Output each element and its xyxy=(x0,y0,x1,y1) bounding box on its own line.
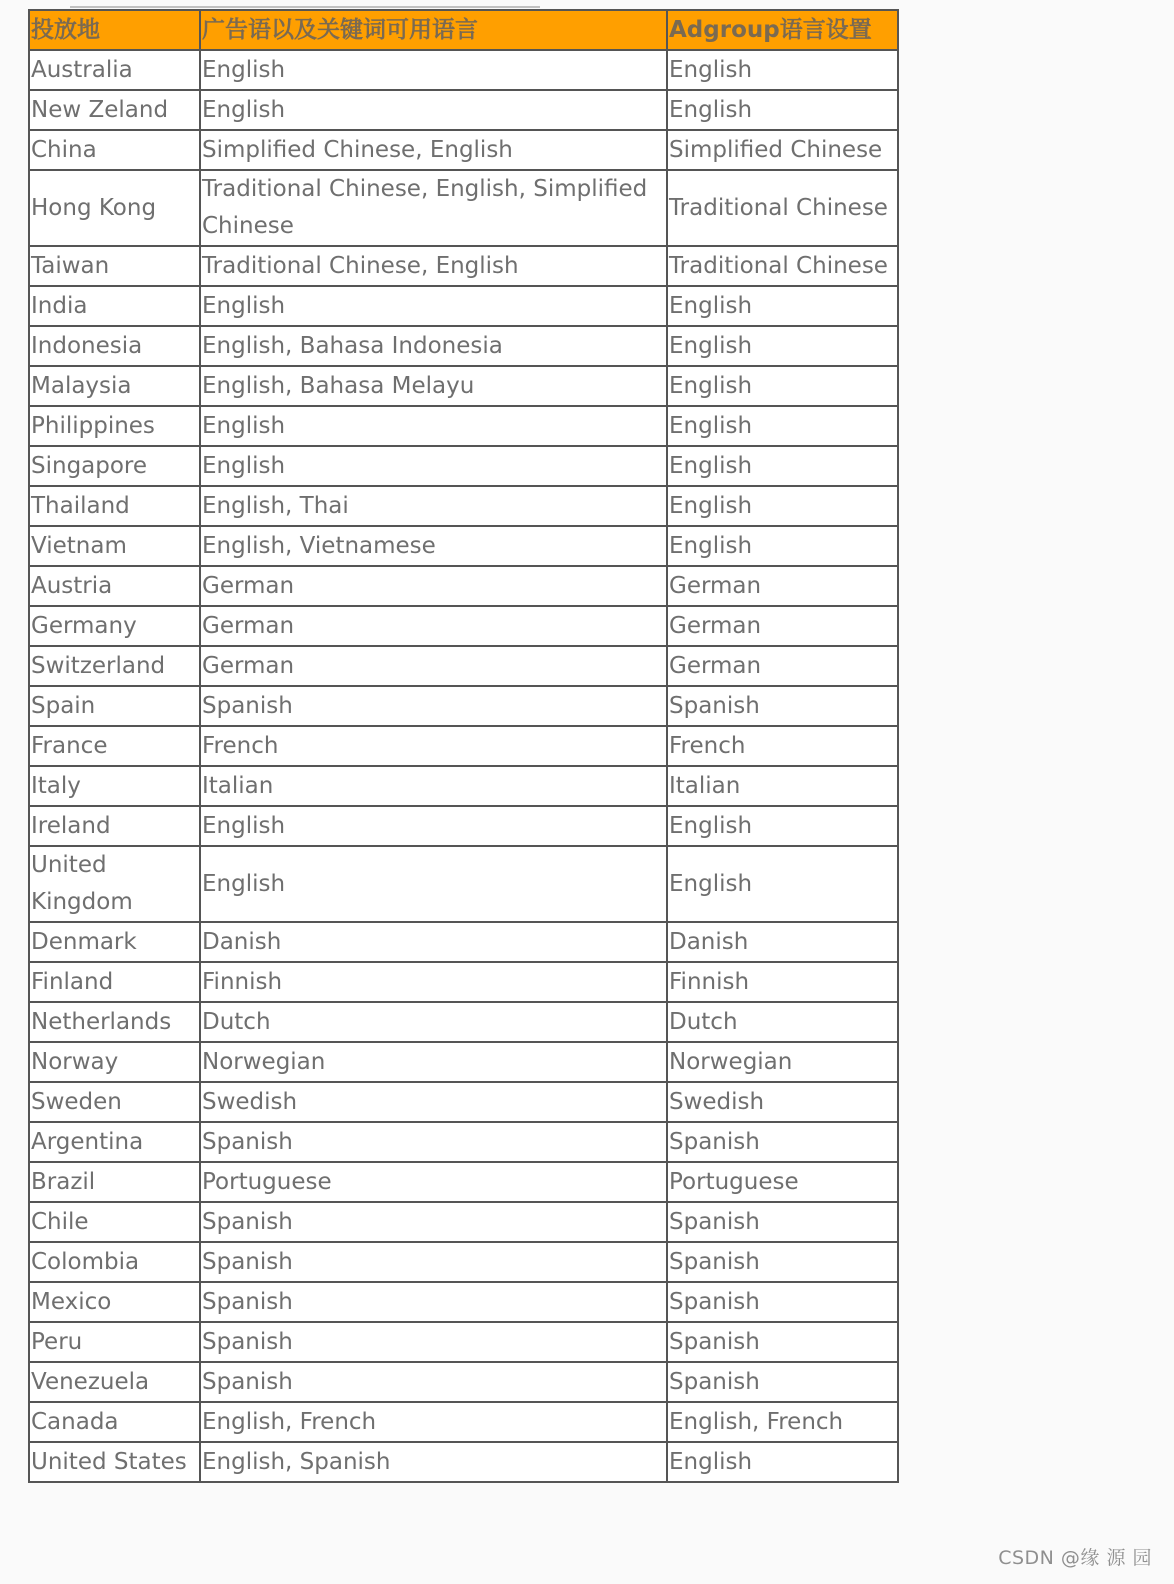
cell-location: Colombia xyxy=(29,1242,200,1282)
cell-adgroup-language: Finnish xyxy=(667,962,898,1002)
table-row xyxy=(29,766,898,806)
table-row xyxy=(29,1122,898,1162)
cell-location: France xyxy=(29,726,200,766)
table-row xyxy=(29,486,898,526)
cell-ad-keyword-languages: Traditional Chinese, English, Simplified Chinese xyxy=(200,170,667,246)
cell-location: Argentina xyxy=(29,1122,200,1162)
cell-location: United States xyxy=(29,1442,200,1482)
cell-ad-keyword-languages: Danish xyxy=(200,922,667,962)
cell-adgroup-language: English xyxy=(667,1442,898,1482)
table-row xyxy=(29,130,898,170)
table-header-row xyxy=(29,10,898,50)
cropped-heading-remnant xyxy=(0,0,1174,8)
table-row xyxy=(29,1042,898,1082)
cell-ad-keyword-languages: Norwegian xyxy=(200,1042,667,1082)
table-row xyxy=(29,566,898,606)
watermark: CSDN @缘 源 园 xyxy=(998,1547,1152,1569)
cell-ad-keyword-languages: English, Bahasa Indonesia xyxy=(200,326,667,366)
cell-adgroup-language: Spanish xyxy=(667,1202,898,1242)
table-row xyxy=(29,686,898,726)
cell-location: Sweden xyxy=(29,1082,200,1122)
cell-location: Indonesia xyxy=(29,326,200,366)
table-row xyxy=(29,366,898,406)
cell-location: Italy xyxy=(29,766,200,806)
cell-ad-keyword-languages: English xyxy=(200,50,667,90)
cell-location: Ireland xyxy=(29,806,200,846)
cell-ad-keyword-languages: German xyxy=(200,606,667,646)
table-row xyxy=(29,1242,898,1282)
table-row xyxy=(29,1362,898,1402)
cell-location: Venezuela xyxy=(29,1362,200,1402)
cell-location: New Zeland xyxy=(29,90,200,130)
cell-location: Germany xyxy=(29,606,200,646)
cell-ad-keyword-languages: English, French xyxy=(200,1402,667,1442)
cell-ad-keyword-languages: English, Spanish xyxy=(200,1442,667,1482)
cell-adgroup-language: Traditional Chinese xyxy=(667,170,898,246)
cell-adgroup-language: Dutch xyxy=(667,1002,898,1042)
table-row xyxy=(29,286,898,326)
cell-ad-keyword-languages: German xyxy=(200,566,667,606)
cell-adgroup-language: English xyxy=(667,846,898,922)
cell-ad-keyword-languages: Italian xyxy=(200,766,667,806)
table-body xyxy=(29,50,898,1482)
table-row xyxy=(29,326,898,366)
cell-location: China xyxy=(29,130,200,170)
table-row xyxy=(29,606,898,646)
cell-adgroup-language: Spanish xyxy=(667,1282,898,1322)
cell-adgroup-language: German xyxy=(667,646,898,686)
cell-location: Netherlands xyxy=(29,1002,200,1042)
cell-ad-keyword-languages: English xyxy=(200,806,667,846)
cell-location: Taiwan xyxy=(29,246,200,286)
cell-ad-keyword-languages: Finnish xyxy=(200,962,667,1002)
table-row xyxy=(29,1202,898,1242)
cell-ad-keyword-languages: English xyxy=(200,406,667,446)
cell-ad-keyword-languages: English, Vietnamese xyxy=(200,526,667,566)
cell-adgroup-language: English xyxy=(667,486,898,526)
cell-adgroup-language: English xyxy=(667,806,898,846)
cell-adgroup-language: Spanish xyxy=(667,1242,898,1282)
cell-ad-keyword-languages: Simplified Chinese, English xyxy=(200,130,667,170)
table-row xyxy=(29,90,898,130)
cell-location: United Kingdom xyxy=(29,846,200,922)
cell-adgroup-language: English xyxy=(667,406,898,446)
cell-ad-keyword-languages: German xyxy=(200,646,667,686)
table-row xyxy=(29,170,898,246)
cell-ad-keyword-languages: English xyxy=(200,446,667,486)
cell-ad-keyword-languages: English xyxy=(200,286,667,326)
cell-adgroup-language: Portuguese xyxy=(667,1162,898,1202)
table-row xyxy=(29,922,898,962)
cell-location: Vietnam xyxy=(29,526,200,566)
cell-location: Austria xyxy=(29,566,200,606)
table-row xyxy=(29,1082,898,1122)
cell-location: Peru xyxy=(29,1322,200,1362)
table-row xyxy=(29,50,898,90)
header-ad-keyword-languages: 广告语以及关键词可用语言 xyxy=(200,10,667,50)
cell-adgroup-language: English, French xyxy=(667,1402,898,1442)
cell-adgroup-language: Swedish xyxy=(667,1082,898,1122)
cell-adgroup-language: English xyxy=(667,90,898,130)
cell-adgroup-language: English xyxy=(667,50,898,90)
cell-ad-keyword-languages: Traditional Chinese, English xyxy=(200,246,667,286)
table-row xyxy=(29,246,898,286)
table-row xyxy=(29,446,898,486)
cell-location: India xyxy=(29,286,200,326)
table-row xyxy=(29,806,898,846)
table-row xyxy=(29,1322,898,1362)
table-row xyxy=(29,646,898,686)
cell-adgroup-language: Danish xyxy=(667,922,898,962)
cell-ad-keyword-languages: Spanish xyxy=(200,686,667,726)
cell-location: Singapore xyxy=(29,446,200,486)
table-row xyxy=(29,1402,898,1442)
cell-location: Finland xyxy=(29,962,200,1002)
cell-location: Norway xyxy=(29,1042,200,1082)
cell-adgroup-language: Traditional Chinese xyxy=(667,246,898,286)
cell-ad-keyword-languages: English, Bahasa Melayu xyxy=(200,366,667,406)
cell-ad-keyword-languages: English, Thai xyxy=(200,486,667,526)
cell-ad-keyword-languages: French xyxy=(200,726,667,766)
cell-location: Australia xyxy=(29,50,200,90)
cell-ad-keyword-languages: Portuguese xyxy=(200,1162,667,1202)
table-row xyxy=(29,962,898,1002)
table-row xyxy=(29,1442,898,1482)
cell-ad-keyword-languages: Spanish xyxy=(200,1362,667,1402)
cell-adgroup-language: English xyxy=(667,526,898,566)
cell-adgroup-language: English xyxy=(667,286,898,326)
cell-ad-keyword-languages: Spanish xyxy=(200,1202,667,1242)
cell-location: Hong Kong xyxy=(29,170,200,246)
table-row xyxy=(29,526,898,566)
cell-ad-keyword-languages: Spanish xyxy=(200,1242,667,1282)
cell-ad-keyword-languages: English xyxy=(200,846,667,922)
cell-location: Canada xyxy=(29,1402,200,1442)
cell-ad-keyword-languages: English xyxy=(200,90,667,130)
cell-adgroup-language: Spanish xyxy=(667,686,898,726)
cell-location: Brazil xyxy=(29,1162,200,1202)
cell-location: Switzerland xyxy=(29,646,200,686)
cell-adgroup-language: English xyxy=(667,446,898,486)
cell-location: Malaysia xyxy=(29,366,200,406)
cell-location: Mexico xyxy=(29,1282,200,1322)
language-settings-table xyxy=(28,9,899,1483)
cell-adgroup-language: English xyxy=(667,326,898,366)
cell-adgroup-language: Spanish xyxy=(667,1362,898,1402)
cell-adgroup-language: Italian xyxy=(667,766,898,806)
cell-ad-keyword-languages: Swedish xyxy=(200,1082,667,1122)
cell-adgroup-language: German xyxy=(667,566,898,606)
cell-adgroup-language: Simplified Chinese xyxy=(667,130,898,170)
cell-adgroup-language: French xyxy=(667,726,898,766)
table-row xyxy=(29,1162,898,1202)
cell-location: Philippines xyxy=(29,406,200,446)
cell-adgroup-language: English xyxy=(667,366,898,406)
cell-location: Chile xyxy=(29,1202,200,1242)
cell-adgroup-language: German xyxy=(667,606,898,646)
cell-ad-keyword-languages: Dutch xyxy=(200,1002,667,1042)
header-location: 投放地 xyxy=(29,10,200,50)
cell-adgroup-language: Norwegian xyxy=(667,1042,898,1082)
table-row xyxy=(29,846,898,922)
table-row xyxy=(29,726,898,766)
table-row xyxy=(29,1282,898,1322)
cell-adgroup-language: Spanish xyxy=(667,1122,898,1162)
header-adgroup-language: Adgroup语言设置 xyxy=(667,10,898,50)
cell-ad-keyword-languages: Spanish xyxy=(200,1122,667,1162)
cell-ad-keyword-languages: Spanish xyxy=(200,1322,667,1362)
table-row xyxy=(29,1002,898,1042)
cell-adgroup-language: Spanish xyxy=(667,1322,898,1362)
cell-ad-keyword-languages: Spanish xyxy=(200,1282,667,1322)
table-row xyxy=(29,406,898,446)
cell-location: Denmark xyxy=(29,922,200,962)
cell-location: Spain xyxy=(29,686,200,726)
cell-location: Thailand xyxy=(29,486,200,526)
